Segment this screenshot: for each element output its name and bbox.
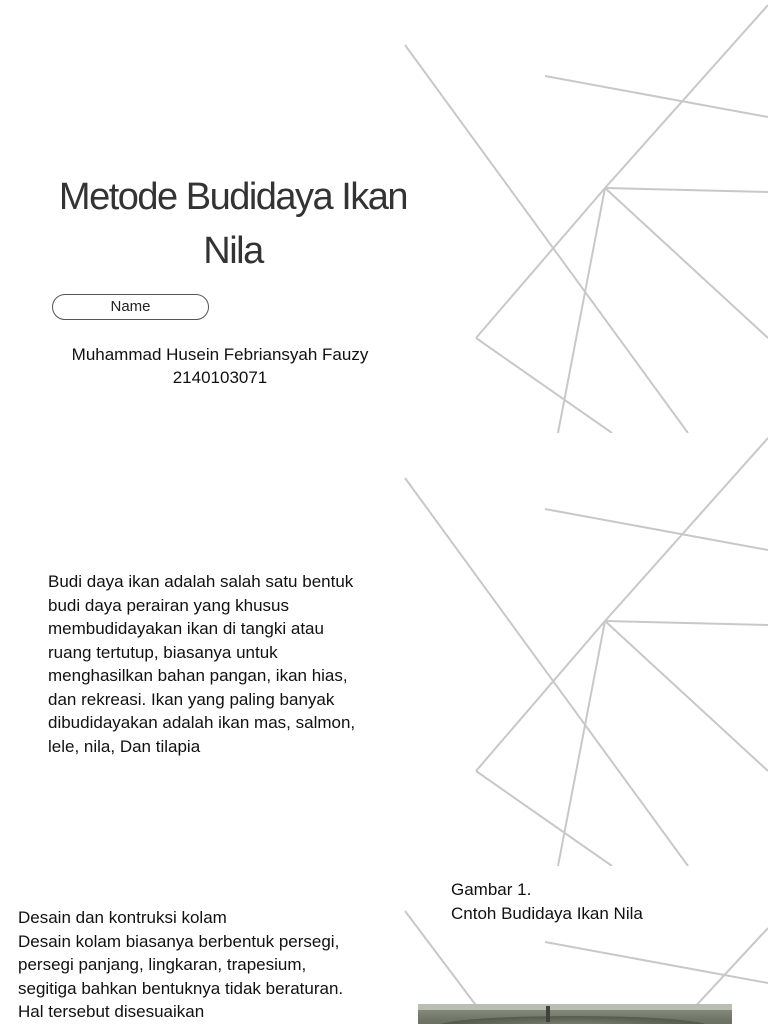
- pond-photo: [418, 1004, 732, 1024]
- pond-pole: [546, 1006, 550, 1022]
- caption-number: Gambar 1.: [451, 880, 532, 899]
- pond-design-text: [18, 906, 368, 1024]
- page-title: Metode Budidaya Ikan Nila: [58, 176, 408, 272]
- name-label: Name: [52, 294, 209, 320]
- slide-title: [0, 0, 768, 433]
- pond-rim: [418, 1004, 732, 1010]
- author-id: 2140103071: [172, 368, 268, 387]
- pond-water: [438, 1016, 708, 1024]
- author-name: Muhammad Husein Febriansyah Fauzy: [71, 345, 369, 364]
- section-paragraph: Desain kolam biasanya berbentuk persegi, persegi panjang, lingkaran, trapesium, segitiga bahkan bentuknya tidak beraturan. Hal tersebut disesuaikan: [18, 931, 344, 1021]
- slide-intro: [0, 433, 768, 866]
- author-block: [40, 343, 400, 389]
- figure-caption: [451, 878, 751, 926]
- intro-paragraph: Budi daya ikan adalah salah satu bentuk budi daya perairan yang khusus membudidayakan ikan di tangki atau ruang tertutup, biasanya untuk menghasilkan bahan pangan, ikan hias, dan rekreasi. Ikan yang paling banyak dibudidayakan adalah ikan mas, salmon, lele, nila, Dan tilapia: [48, 572, 356, 756]
- caption-text: Cntoh Budidaya Ikan Nila: [451, 904, 643, 923]
- slide-pond-design: [0, 866, 768, 1024]
- section-heading: Desain dan kontruksi kolam: [18, 908, 227, 927]
